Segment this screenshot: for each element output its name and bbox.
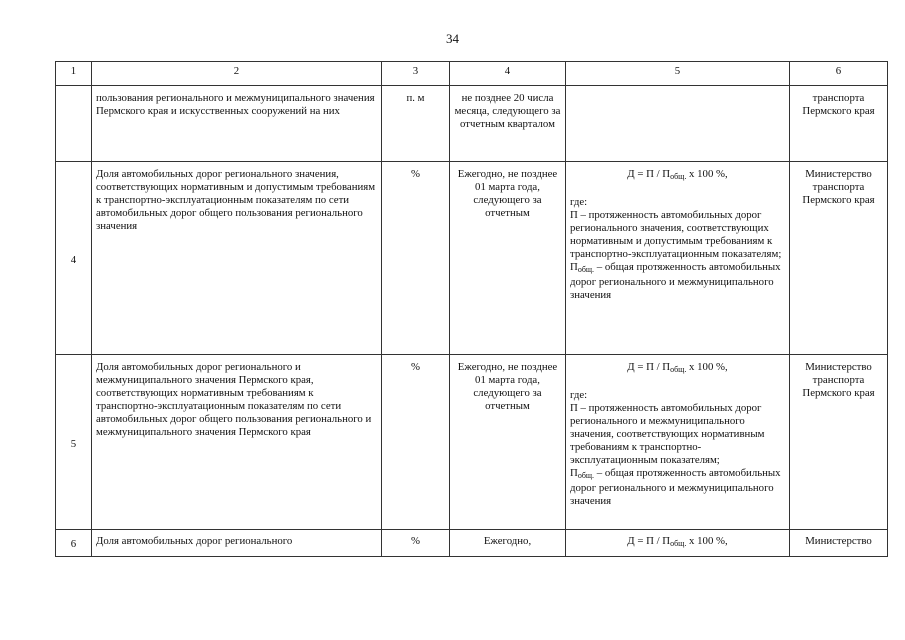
table-row <box>56 162 888 355</box>
table-row <box>56 86 888 162</box>
responsible-cell: Министерство транспорта Пермского края <box>790 355 888 530</box>
row-number <box>56 86 92 162</box>
unit-cell: % <box>382 530 450 557</box>
formula-cell <box>566 530 790 557</box>
period-cell: не позднее 20 числа месяца, следующего за отчетным кварталом <box>450 86 566 162</box>
header-cell: 3 <box>382 62 450 86</box>
unit-cell: п. м <box>382 86 450 162</box>
table-row <box>56 530 888 557</box>
header-cell: 2 <box>92 62 382 86</box>
table-header-row <box>56 62 888 86</box>
where-label: где: <box>570 196 588 208</box>
indicator-name: Доля автомобильных дорог регионального и межмуниципального значения Пермского края, соответствующих нормативным требованиям к транспортно-эксплуатационным показателям по сети автомобильных дорог общего пользования регионального и межмуниципального значения Пермского края <box>92 355 382 530</box>
formula-line: $Д = П / П_{общ.}$ х 100 %, <box>627 361 728 374</box>
formula-desc-length: П – протяженность автомобильных дорог регионального и межмуниципального значения, соответствующих нормативным требованиям к транспортно-эксплуатационным показателям; <box>570 402 765 466</box>
row-number: 5 <box>56 355 92 530</box>
indicator-name: Доля автомобильных дорог регионального <box>92 530 382 557</box>
formula-cell <box>566 162 790 355</box>
period-cell: Ежегодно, не позднее 01 марта года, следующего за отчетным <box>450 162 566 355</box>
header-cell: 5 <box>566 62 790 86</box>
formula-desc-total: $П_{общ.}$ – общая протяженность автомобильных дорог регионального и межмуниципального значения <box>570 261 781 301</box>
table-row <box>56 355 888 530</box>
indicator-name: Доля автомобильных дорог регионального значения, соответствующих нормативным и допустимым требованиям к транспортно-эксплуатационным показателям по сети автомобильных дорог общего пользования регионального значения <box>92 162 382 355</box>
indicator-name: пользования регионального и межмуниципального значения Пермского края и искусственных сооружений на них <box>92 86 382 162</box>
formula-cell <box>566 86 790 162</box>
header-cell: 1 <box>56 62 92 86</box>
row-number: 6 <box>56 530 92 557</box>
header-cell: 6 <box>790 62 888 86</box>
period-cell: Ежегодно, <box>450 530 566 557</box>
header-cell: 4 <box>450 62 566 86</box>
formula-line: $Д = П / П_{общ.}$ х 100 %, <box>627 535 728 548</box>
unit-cell: % <box>382 162 450 355</box>
formula-desc-length: П – протяженность автомобильных дорог регионального значения, соответствующих нормативным и допустимым требованиям к транспортно-эксплуатационным показателям; <box>570 209 782 260</box>
formula-line: $Д = П / П_{общ.}$ х 100 %, <box>627 168 728 181</box>
formula-cell <box>566 355 790 530</box>
unit-cell: % <box>382 355 450 530</box>
row-number: 4 <box>56 162 92 355</box>
page-number: 34 <box>446 31 459 46</box>
responsible-cell: Министерство транспорта Пермского края <box>790 162 888 355</box>
where-label: где: <box>570 389 588 401</box>
indicators-table <box>55 61 888 557</box>
responsible-cell: Министерство <box>790 530 888 557</box>
period-cell: Ежегодно, не позднее 01 марта года, следующего за отчетным <box>450 355 566 530</box>
responsible-cell: транспорта Пермского края <box>790 86 888 162</box>
formula-desc-total: $П_{общ.}$ – общая протяженность автомобильных дорог регионального и межмуниципального значения <box>570 467 781 507</box>
